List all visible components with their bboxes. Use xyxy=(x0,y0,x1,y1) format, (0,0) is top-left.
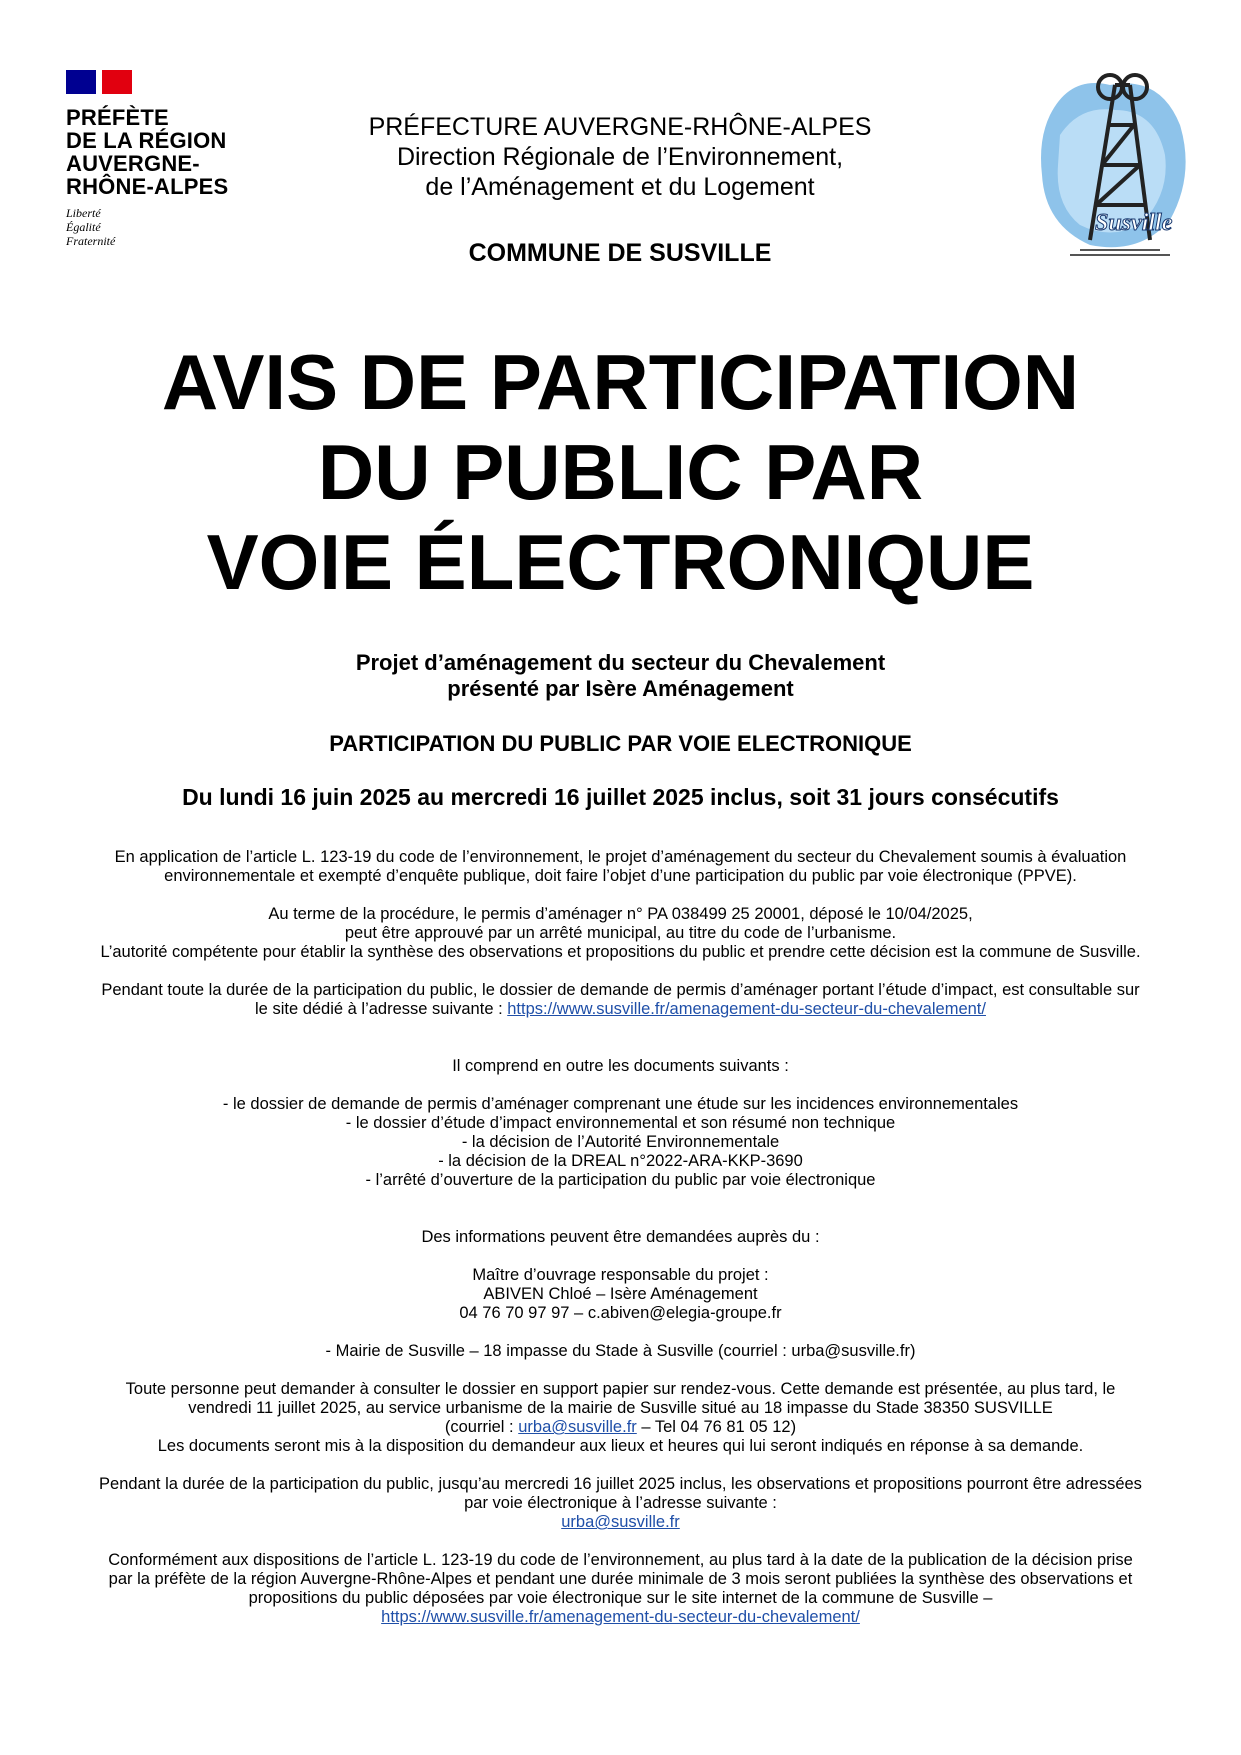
urba-email-link[interactable]: urba@susville.fr xyxy=(518,1418,637,1436)
ppve-heading: PARTICIPATION DU PUBLIC PAR VOIE ELECTRONIQUE xyxy=(329,731,912,756)
susville-logo xyxy=(1030,55,1190,265)
synthesis-link[interactable]: https://www.susville.fr/amenagement-du-secteur-du-chevalement/ xyxy=(381,1608,860,1626)
header-line-dreal-1: Direction Régionale de l’Environnement, xyxy=(396,143,844,171)
doc-item: - le dossier de demande de permis d’aménager comprenant une étude sur les incidences environnementales xyxy=(222,1095,1019,1113)
header-line-dreal-2: de l’Aménagement et du Logement xyxy=(425,173,815,201)
notice-title: AVIS DE PARTICIPATION DU PUBLIC PAR VOIE ÉLECTRONIQUE xyxy=(161,338,1080,606)
republic-motto: Liberté Égalité Fraternité xyxy=(66,206,116,248)
participation-dates: Du lundi 16 juin 2025 au mercredi 16 juillet 2025 inclus, soit 31 jours consécutifs xyxy=(182,784,1059,810)
header-line-prefecture: PRÉFECTURE AUVERGNE-RHÔNE-ALPES xyxy=(368,113,872,141)
doc-item: - la décision de l’Autorité Environnementale xyxy=(461,1133,780,1151)
commune-title: COMMUNE DE SUSVILLE xyxy=(468,239,772,267)
susville-logo-text: Susville xyxy=(1095,210,1173,236)
project-subtitle: Projet d’aménagement du secteur du Chevalement présenté par Isère Aménagement xyxy=(355,650,886,701)
header-authority xyxy=(280,112,960,202)
prefecture-name: PRÉFÈTE DE LA RÉGION AUVERGNE- RHÔNE-ALPES xyxy=(66,105,229,199)
dossier-link[interactable]: https://www.susville.fr/amenagement-du-secteur-du-chevalement/ xyxy=(507,1000,986,1018)
republic-flag-icon xyxy=(66,70,132,94)
prefecture-logo-block xyxy=(66,70,276,248)
doc-item: - la décision de la DREAL n°2022-ARA-KKP-3690 xyxy=(438,1152,803,1170)
observations-email-link[interactable]: urba@susville.fr xyxy=(561,1513,680,1531)
doc-item: - l’arrêté d’ouverture de la participation du public par voie électronique xyxy=(365,1171,876,1189)
notice-body: En application de l’article L. 123-19 du code de l’environnement, le projet d’aménagement du secteur du Chevalement soumis à évaluation environnementale et exempté d’enquête publique, doit faire l’objet d’une participation du public par voie électronique (PPVE). Au terme de la procédure, le permis d’aménager n° PA 038499 25 20001, déposé le 10/04/2025, peut être approuvé par un arrêté municipal, au titre du code de l’urbanisme. L’autorité compétente pour établir la synthèse des observations et propositions du public et prendre cette décision est la commune de Susville. Pendant toute la durée de la participation du public, le dossier de demande de permis d’aménager portant l’étude d’impact, est consultable sur le site dédié à l’adresse suivante : https://www.susville.fr/amenagement-du-secteur-du-chevalement/ Il comprend en outre les documents suivants : - le dossier de demande de permis d’aménager comprenant une étude sur les incidences environnementales - le dossier d’étude d’impact environnemental et son résumé non technique - la décision de l’Autorité Environnementale - la décision de la DREAL n°2022-ARA-KKP-3690 - l’arrêté d’ouverture de la participation du public par voie électronique Des informations peuvent être demandées auprès du : Maître d’ouvrage responsable du projet : ABIVEN Chloé – Isère Aménagement 04 76 70 97 97 – c.abiven@elegia-groupe.fr - Mairie de Susville – 18 impasse du Stade à Susville (courriel : urba@susville.fr) Toute personne peut demander à consulter le dossier en support papier sur rendez-vous. Cette demande est présentée, au plus tard, le vendredi 11 juillet 2025, au service urbanisme de la mairie de Susville situé au 18 impasse du Stade 38350 SUSVILLE (courriel : urba@susville.fr – Tel 04 76 81 05 12) Les documents seront mis à la disposition du demandeur aux lieux et heures qui lui seront indiqués en réponse à sa demande. Pendant la durée de la participation du public, jusqu’au mercredi 16 juillet 2025 inclus, les observations et propositions pourront être adressées par voie électronique à l’adresse suivante : urba@susville.fr Conformément aux dispositions de l’article L. 123-19 du code de l’environnement, au plus tard à la date de la publication de la décision prise par la préfète de la région Auvergne-Rhône-Alpes et pendant une durée minimale de 3 mois seront publiées la synthèse des observations et propositions du public déposées par voie électronique sur le site internet de la commune de Susville – https://www.susville.fr/amenagement-du-secteur-du-chevalement/ xyxy=(40,848,1201,1627)
doc-item: - le dossier d’étude d’impact environnemental et son résumé non technique xyxy=(345,1114,896,1132)
